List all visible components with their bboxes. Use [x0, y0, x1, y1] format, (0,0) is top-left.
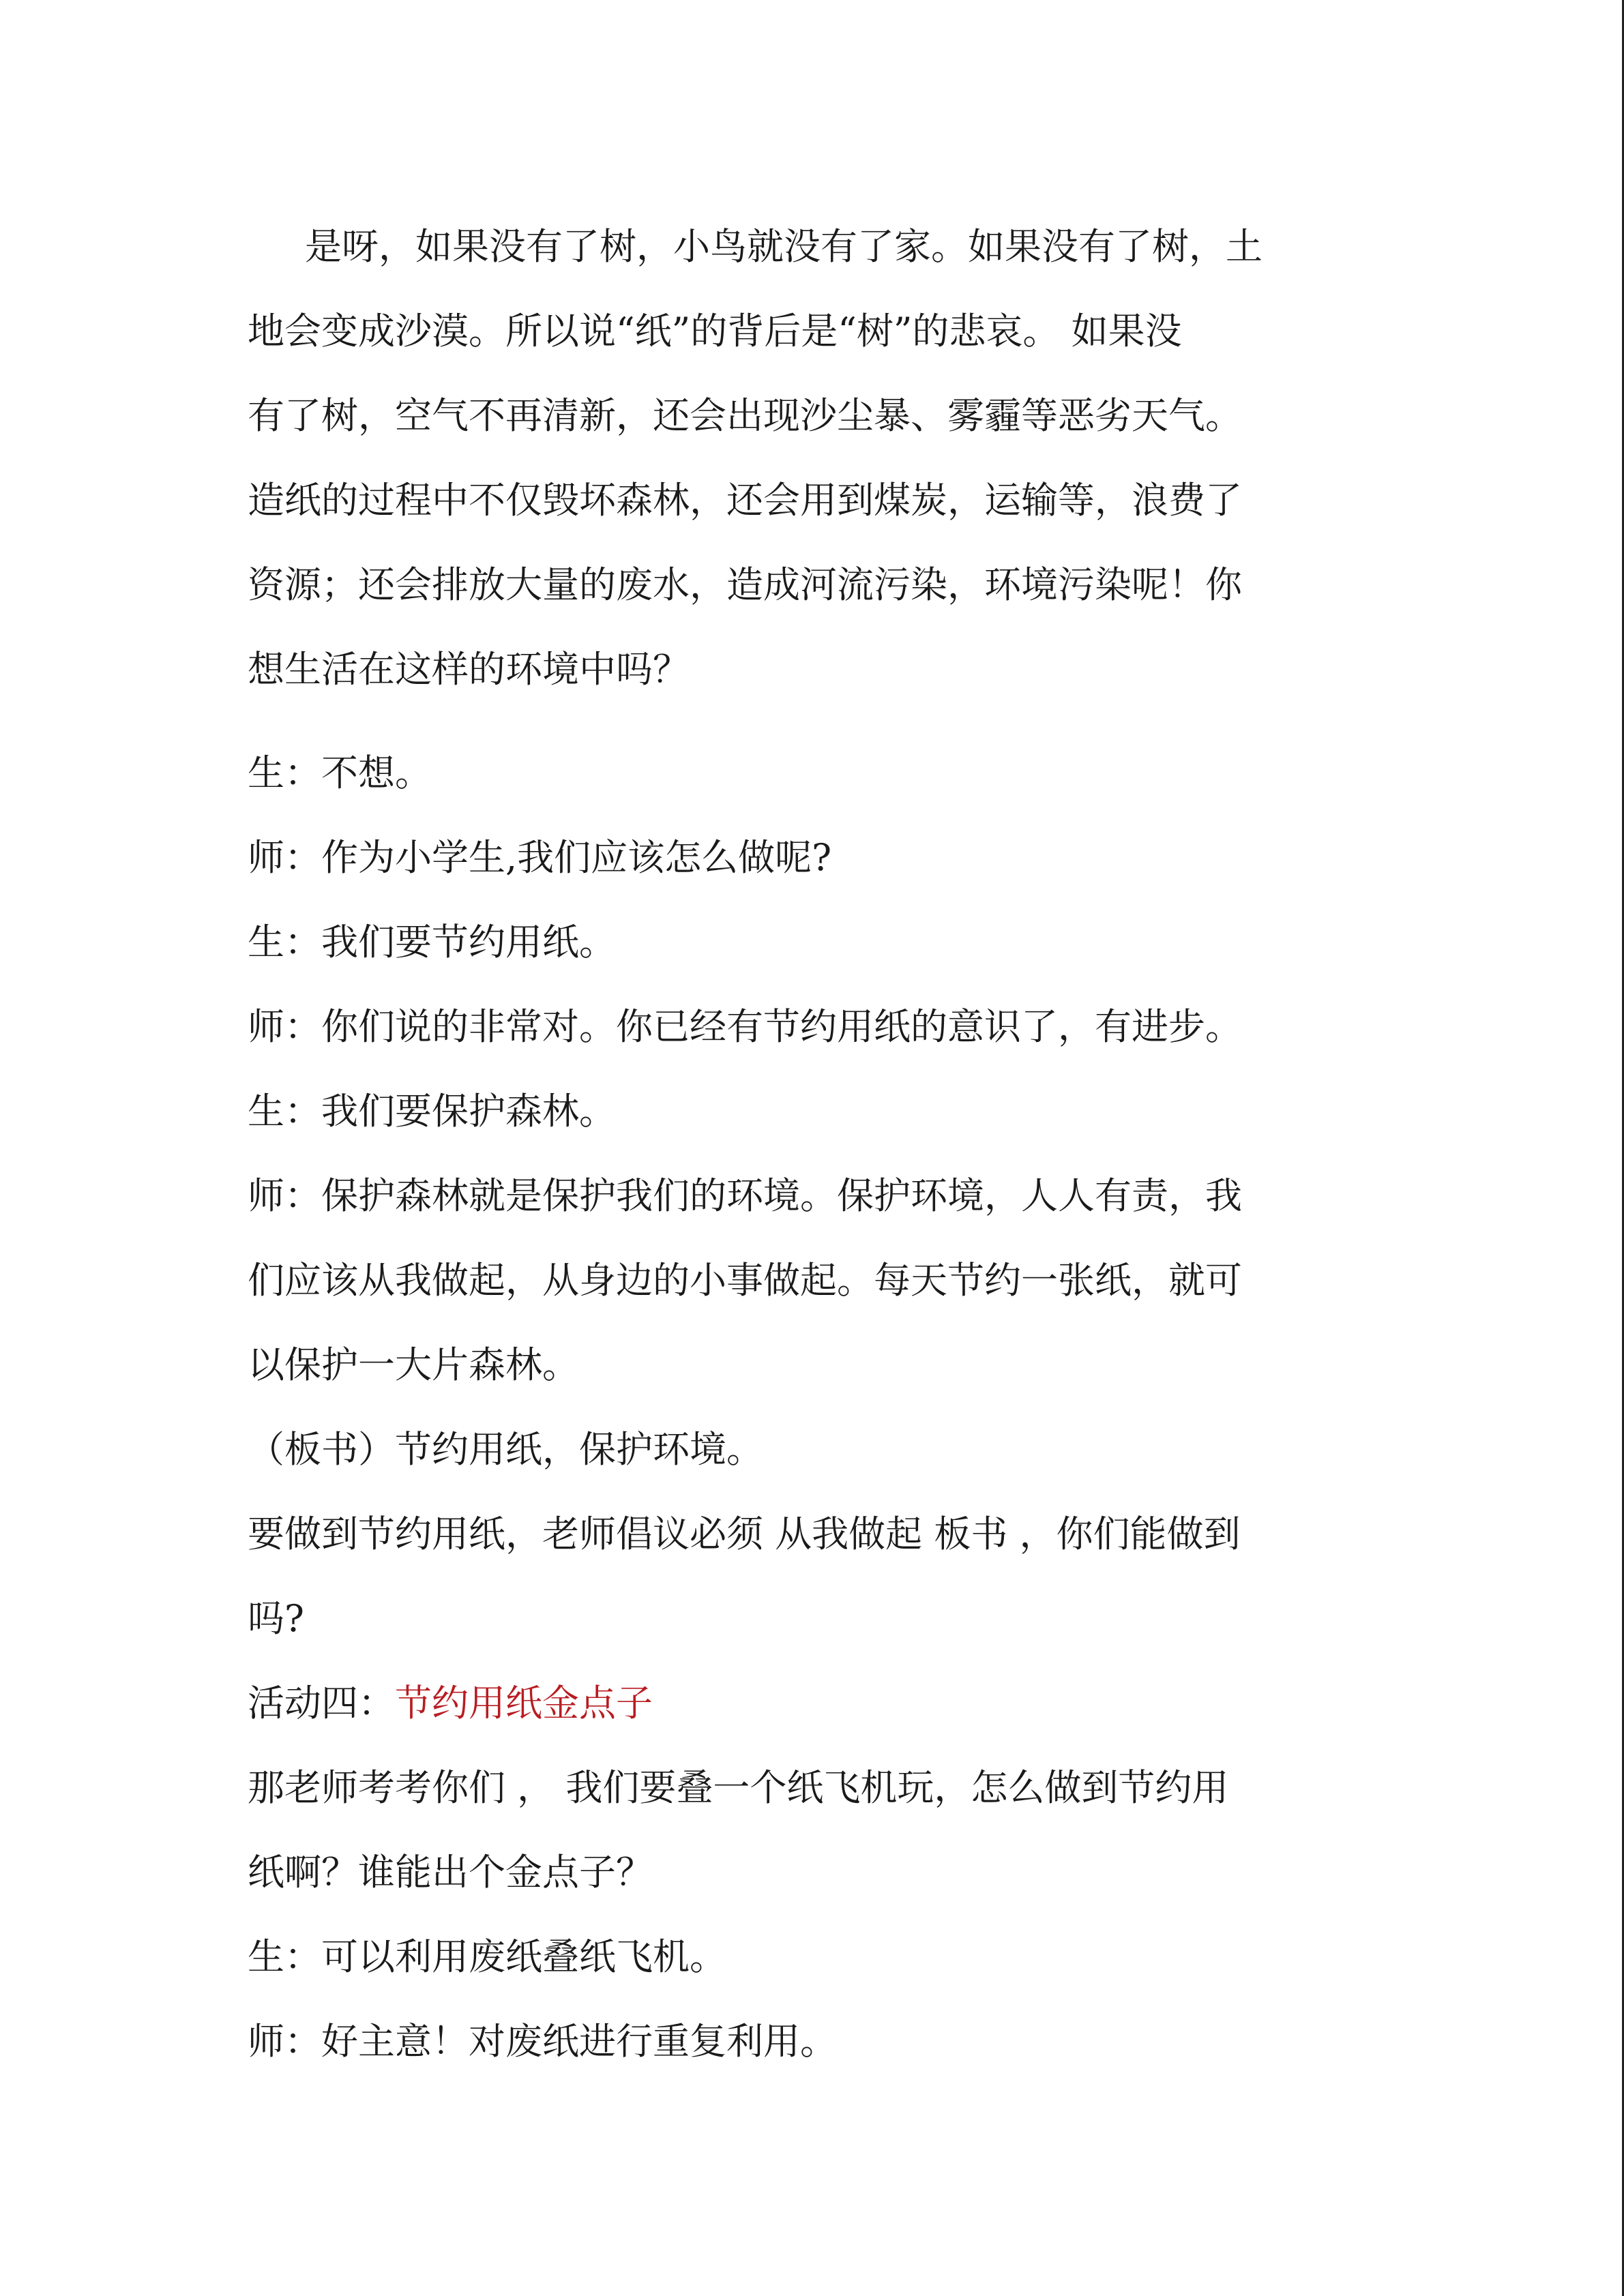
- text-line: 那老师考考你们 ， 我们要叠一个纸飞机玩，怎么做到节约用: [248, 1766, 1229, 1809]
- teacher-comment-2: [248, 1999, 1380, 2084]
- dialogue-line: 生：我们要节约用纸。: [248, 921, 616, 964]
- student-reply-2: [248, 900, 1380, 985]
- text-line: 有了树，空气不再清新，还会出现沙尘暴、雾霾等恶劣天气。: [248, 394, 1242, 437]
- dialogue-line: 生：我们要保护森林。: [248, 1090, 616, 1133]
- teacher-protect-paragraph: [248, 1154, 1380, 1407]
- text-line: 师：保护森林就是保护我们的环境。保护环境，人人有责，我: [248, 1174, 1242, 1217]
- dialogue-line: 师：好主意！对废纸进行重复利用。: [248, 2020, 837, 2063]
- text-line: 纸啊？谁能出个金点子？: [248, 1851, 653, 1894]
- board-note: [248, 1407, 1380, 1492]
- activity-heading: [248, 1661, 1380, 1746]
- document-body: [248, 205, 1380, 2084]
- question-paragraph: [248, 1746, 1380, 1915]
- dialogue-line: 生：不想。: [248, 751, 432, 794]
- text-line: 地会变成沙漠。所以说“纸”的背后是“树”的悲哀。 如果没: [248, 310, 1182, 353]
- text-line: 造纸的过程中不仅毁坏森林，还会用到煤炭，运输等，浪费了: [248, 479, 1242, 522]
- activity-prefix: 活动四：: [248, 1682, 395, 1725]
- activity-heading-line: [248, 1661, 1380, 1746]
- intro-paragraph: [248, 205, 1380, 712]
- text-line: 资源；还会排放大量的废水，造成河流污染，环境污染呢！你: [248, 563, 1242, 606]
- dialogue-line: 师：作为小学生,我们应该怎么做呢?: [248, 836, 832, 879]
- text-line: 要做到节约用纸，老师倡议必须 从我做起 板书 ，你们能做到: [248, 1512, 1241, 1555]
- student-reply-1: [248, 731, 1380, 816]
- student-reply-3: [248, 1069, 1380, 1154]
- text-line: 是呀，如果没有了树，小鸟就没有了家。如果没有了树，土: [305, 225, 1263, 268]
- text-line: 们应该从我做起，从身边的小事做起。每天节约一张纸，就可: [248, 1259, 1242, 1302]
- activity-title: 节约用纸金点子: [395, 1682, 653, 1725]
- dialogue-line: 师：你们说的非常对。你已经有节约用纸的意识了，有进步。: [248, 1005, 1242, 1048]
- dialogue-line: 生：可以利用废纸叠纸飞机。: [248, 1935, 726, 1978]
- student-reply-4: [248, 1915, 1380, 1999]
- board-note-text: （板书）节约用纸，保护环境。: [248, 1428, 763, 1471]
- proposal-paragraph: [248, 1492, 1380, 1661]
- text-line: 吗?: [248, 1597, 304, 1640]
- teacher-question-1: [248, 816, 1380, 900]
- text-line: 想生活在这样的环境中吗？: [248, 648, 690, 691]
- text-line: 以保护一大片森林。: [248, 1343, 579, 1386]
- teacher-comment-1: [248, 985, 1380, 1069]
